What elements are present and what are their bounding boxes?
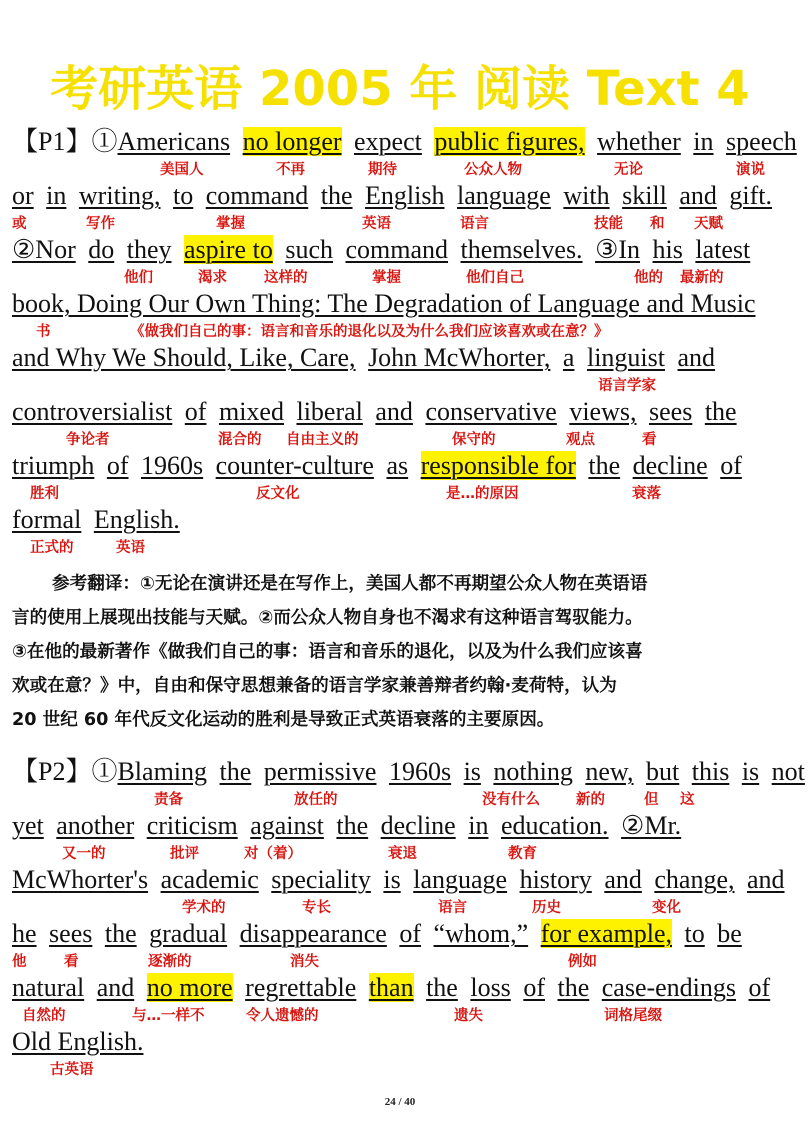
word: the — [104, 919, 137, 948]
p1-line-6 — [12, 397, 812, 427]
gloss: 批评 — [170, 846, 199, 862]
gloss: 期待 — [368, 162, 397, 178]
gloss: 放任的 — [294, 792, 338, 808]
gloss: 他们自己 — [466, 270, 524, 286]
word: liberal — [296, 397, 363, 426]
word: is — [463, 757, 481, 786]
word: the — [426, 973, 458, 1002]
book-title: book, Doing Our Own Thing: The Degradation of Language and Music — [12, 289, 756, 318]
word: conservative — [425, 397, 557, 426]
word: in — [693, 127, 714, 156]
highlighted-phrase: no more — [146, 973, 233, 1002]
word: natural — [12, 973, 85, 1002]
gloss: 正式的 — [30, 540, 74, 556]
paragraph-label: 【P2】① — [12, 757, 118, 786]
gloss: 天赋 — [694, 216, 723, 232]
word: linguist — [586, 343, 665, 372]
word: Old English. — [12, 1027, 144, 1056]
word: controversialist — [12, 397, 173, 426]
word: with — [563, 181, 610, 210]
gloss: 渴求 — [198, 270, 227, 286]
word: gradual — [149, 919, 228, 948]
gloss: 是…的原因 — [446, 486, 519, 502]
word: change, — [654, 865, 735, 894]
highlighted-phrase: than — [368, 973, 414, 1002]
gloss: 掌握 — [216, 216, 245, 232]
word: of — [399, 919, 422, 948]
word: as — [386, 451, 409, 480]
gloss: 书 — [36, 324, 51, 340]
word: of — [720, 451, 742, 480]
page-title: 考研英语 2005 年 阅读 Text 4 — [50, 61, 750, 117]
gloss: 公众人物 — [464, 162, 522, 178]
gloss: 逐渐的 — [148, 954, 192, 970]
word: and — [677, 343, 716, 372]
gloss: 英语 — [116, 540, 145, 556]
p2-line-3 — [12, 865, 812, 895]
translation-line: 参考翻译：①无论在演讲还是在写作上，美国人都不再期望公众人物在英语语 — [52, 574, 648, 594]
word: be — [717, 919, 742, 948]
gloss: 他的 — [634, 270, 663, 286]
word: his — [652, 235, 683, 264]
gloss: 不再 — [276, 162, 305, 178]
gloss: 历史 — [532, 900, 561, 916]
word: to — [173, 181, 194, 210]
gloss: 衰退 — [388, 846, 417, 862]
gloss: 语言 — [460, 216, 489, 232]
word: to — [684, 919, 705, 948]
translation-line: 言的使用上展现出技能与天赋。②而公众人物自身也不渴求有这种语言驾驭能力。 — [12, 608, 643, 628]
word: ②Nor — [12, 235, 76, 264]
word: yet — [12, 811, 44, 840]
word: and — [746, 865, 785, 894]
gloss: 词格尾缀 — [604, 1008, 662, 1024]
gloss: 专长 — [302, 900, 331, 916]
gloss: 他们 — [124, 270, 153, 286]
gloss: 混合的 — [218, 432, 262, 448]
p1-line-1 — [12, 127, 812, 157]
word: John McWhorter, — [368, 343, 551, 372]
gloss: 古英语 — [50, 1062, 94, 1078]
gloss: 衰落 — [632, 486, 661, 502]
gloss: 语言 — [438, 900, 467, 916]
word: of — [184, 397, 207, 426]
word: language — [413, 865, 508, 894]
word: gift. — [729, 181, 773, 210]
word: the — [219, 757, 252, 786]
word: is — [383, 865, 401, 894]
word: formal — [12, 505, 82, 534]
word: case-endings — [601, 973, 737, 1002]
word: English. — [93, 505, 180, 534]
p1-line-7 — [12, 451, 812, 481]
word: academic — [160, 865, 259, 894]
highlighted-phrase: no longer — [242, 127, 342, 156]
p2-line-1 — [12, 757, 812, 787]
gloss: 消失 — [290, 954, 319, 970]
gloss: 写作 — [86, 216, 115, 232]
word: new, — [585, 757, 634, 786]
word: in — [46, 181, 67, 210]
word: and — [96, 973, 135, 1002]
word: “whom,” — [433, 919, 529, 948]
gloss: 胜利 — [30, 486, 59, 502]
gloss: 演说 — [736, 162, 765, 178]
word: such — [285, 235, 333, 264]
gloss: 对（着） — [244, 846, 302, 862]
gloss: 自然的 — [22, 1008, 66, 1024]
word: or — [12, 181, 34, 210]
word: decline — [632, 451, 708, 480]
gloss: 观点 — [566, 432, 595, 448]
word: 1960s — [141, 451, 204, 480]
word: writing, — [78, 181, 161, 210]
p2-line-6 — [12, 1027, 812, 1057]
word: do — [88, 235, 115, 264]
gloss: 例如 — [568, 954, 597, 970]
gloss: 学术的 — [182, 900, 226, 916]
word: decline — [380, 811, 456, 840]
gloss: 语言学家 — [598, 378, 656, 394]
word: education. — [500, 811, 609, 840]
book-title: and Why We Should, Like, Care, — [12, 343, 356, 372]
highlighted-phrase: responsible for — [420, 451, 576, 480]
word: skill — [622, 181, 667, 210]
gloss: 争论者 — [66, 432, 110, 448]
gloss: 但 — [644, 792, 659, 808]
gloss: 这 — [680, 792, 695, 808]
gloss: 新的 — [576, 792, 605, 808]
word: of — [106, 451, 129, 480]
word: of — [748, 973, 771, 1002]
word: but — [646, 757, 680, 786]
p2-line-5 — [12, 973, 812, 1003]
p1-line-2 — [12, 181, 812, 211]
word: a — [562, 343, 575, 372]
word: permissive — [263, 757, 377, 786]
gloss: 保守的 — [452, 432, 496, 448]
gloss: 令人遗憾的 — [246, 1008, 319, 1024]
gloss: 《做我们自己的事：语言和音乐的退化以及为什么我们应该喜欢或在意？》 — [130, 324, 609, 340]
gloss: 看 — [64, 954, 79, 970]
p1-line-3 — [12, 235, 812, 265]
word: ③In — [595, 235, 641, 264]
word: triumph — [12, 451, 95, 480]
word: and — [375, 397, 413, 426]
gloss: 技能 — [594, 216, 623, 232]
word: is — [741, 757, 760, 786]
word: against — [250, 811, 324, 840]
gloss: 他 — [12, 954, 27, 970]
word: another — [56, 811, 135, 840]
gloss: 又一的 — [62, 846, 106, 862]
page-number: 24 / 40 — [384, 1096, 416, 1108]
p2-line-2 — [12, 811, 812, 841]
highlighted-phrase: public figures, — [434, 127, 585, 156]
word: not — [771, 757, 805, 786]
gloss: 或 — [12, 216, 27, 232]
word: speciality — [271, 865, 371, 894]
word: whether — [597, 127, 681, 156]
word: and — [604, 865, 642, 894]
translation-line: ③在他的最新著作《做我们自己的事：语言和音乐的退化，以及为什么我们应该喜 — [12, 642, 643, 662]
gloss: 教育 — [508, 846, 537, 862]
word: disappearance — [239, 919, 387, 948]
gloss: 遗失 — [454, 1008, 483, 1024]
gloss: 英语 — [362, 216, 391, 232]
paragraph-label: 【P1】① — [12, 127, 118, 156]
p1-line-8 — [12, 505, 812, 535]
word: expect — [354, 127, 422, 156]
word: of — [523, 973, 545, 1002]
word: the — [557, 973, 590, 1002]
gloss: 最新的 — [680, 270, 724, 286]
gloss: 变化 — [652, 900, 681, 916]
highlighted-phrase: for example, — [540, 919, 673, 948]
word: the — [588, 451, 621, 480]
word: speech — [726, 127, 797, 156]
gloss: 没有什么 — [482, 792, 540, 808]
gloss: 自由主义的 — [286, 432, 359, 448]
word: loss — [470, 973, 511, 1002]
gloss: 这样的 — [264, 270, 308, 286]
word: he — [12, 919, 37, 948]
word: 1960s — [388, 757, 452, 786]
word: the — [320, 181, 353, 210]
word: the — [704, 397, 737, 426]
p2-line-4 — [12, 919, 812, 949]
word: Blaming — [117, 757, 208, 786]
word: latest — [695, 235, 751, 264]
translation-line: 20 世纪 60 年代反文化运动的胜利是导致正式英语衰落的主要原因。 — [12, 710, 555, 730]
word: ②Mr. — [621, 811, 682, 840]
word: language — [457, 181, 551, 210]
gloss: 责备 — [154, 792, 183, 808]
word: sees — [649, 397, 693, 426]
p1-line-5 — [12, 343, 812, 373]
word: and — [679, 181, 717, 210]
gloss: 美国人 — [160, 162, 204, 178]
word: English — [365, 181, 445, 210]
word: nothing — [493, 757, 573, 786]
word: they — [126, 235, 172, 264]
gloss: 掌握 — [372, 270, 401, 286]
word: criticism — [146, 811, 238, 840]
word: the — [336, 811, 369, 840]
word: command — [205, 181, 309, 210]
word: mixed — [218, 397, 284, 426]
word: counter-culture — [215, 451, 374, 480]
word: sees — [49, 919, 93, 948]
word: command — [345, 235, 449, 264]
gloss: 反文化 — [256, 486, 300, 502]
p1-line-4 — [12, 289, 812, 319]
gloss: 无论 — [614, 162, 643, 178]
word: Americans — [117, 127, 231, 156]
gloss: 和 — [650, 216, 665, 232]
word: this — [691, 757, 730, 786]
translation-line: 欢或在意？》中，自由和保守思想兼备的语言学家兼善辩者约翰·麦荷特，认为 — [12, 676, 617, 696]
word: history — [519, 865, 592, 894]
gloss: 与…一样不 — [132, 1008, 205, 1024]
word: regrettable — [245, 973, 357, 1002]
highlighted-phrase: aspire to — [184, 235, 273, 264]
word: in — [468, 811, 489, 840]
gloss: 看 — [642, 432, 657, 448]
word: themselves. — [460, 235, 583, 264]
word: views, — [569, 397, 637, 426]
word: McWhorter's — [12, 865, 149, 894]
